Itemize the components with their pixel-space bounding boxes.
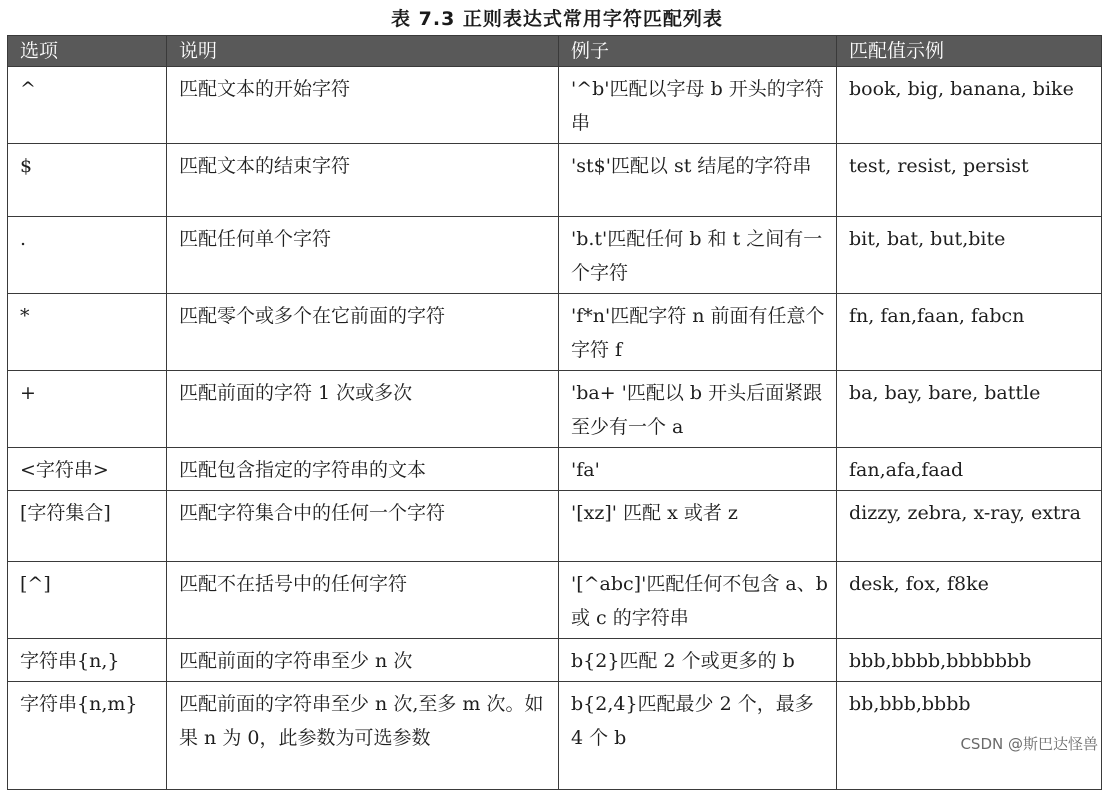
option-cell: 字符串{n,} bbox=[8, 639, 167, 682]
option-cell: [^] bbox=[8, 562, 167, 639]
match-cell: fn, fan,faan, fabcn bbox=[837, 294, 1102, 371]
table-row bbox=[8, 682, 1102, 790]
table-row bbox=[8, 144, 1102, 217]
description-cell: 匹配零个或多个在它前面的字符 bbox=[167, 294, 559, 371]
regex-reference-table bbox=[7, 35, 1102, 790]
option-cell: 字符串{n,m} bbox=[8, 682, 167, 790]
column-header-example: 例子 bbox=[559, 36, 837, 67]
table-row bbox=[8, 562, 1102, 639]
option-cell: ^ bbox=[8, 67, 167, 144]
match-cell: test, resist, persist bbox=[837, 144, 1102, 217]
column-header-option: 选项 bbox=[8, 36, 167, 67]
match-cell: fan,afa,faad bbox=[837, 448, 1102, 491]
match-cell: desk, fox, f8ke bbox=[837, 562, 1102, 639]
example-cell: 'fa' bbox=[559, 448, 837, 491]
option-cell: + bbox=[8, 371, 167, 448]
example-cell: b{2,4}匹配最少 2 个，最多 4 个 b bbox=[559, 682, 837, 790]
description-cell: 匹配文本的结束字符 bbox=[167, 144, 559, 217]
table-row bbox=[8, 217, 1102, 294]
description-cell: 匹配前面的字符串至少 n 次 bbox=[167, 639, 559, 682]
match-cell: bb,bbb,bbbb bbox=[837, 682, 1102, 790]
match-cell: bit, bat, but,bite bbox=[837, 217, 1102, 294]
table-row bbox=[8, 448, 1102, 491]
match-cell: book, big, banana, bike bbox=[837, 67, 1102, 144]
example-cell: 'f*n'匹配字符 n 前面有任意个字符 f bbox=[559, 294, 837, 371]
table-caption: 表 7.3 正则表达式常用字符匹配列表 bbox=[391, 8, 723, 30]
example-cell: b{2}匹配 2 个或更多的 b bbox=[559, 639, 837, 682]
description-cell: 匹配字符集合中的任何一个字符 bbox=[167, 491, 559, 562]
table-row bbox=[8, 294, 1102, 371]
description-cell: 匹配前面的字符串至少 n 次,至多 m 次。如果 n 为 0，此参数为可选参数 bbox=[167, 682, 559, 790]
option-cell: <字符串> bbox=[8, 448, 167, 491]
description-cell: 匹配任何单个字符 bbox=[167, 217, 559, 294]
table-row bbox=[8, 371, 1102, 448]
option-cell: $ bbox=[8, 144, 167, 217]
example-cell: 'st$'匹配以 st 结尾的字符串 bbox=[559, 144, 837, 217]
example-cell: 'b.t'匹配任何 b 和 t 之间有一个字符 bbox=[559, 217, 837, 294]
table-header-row bbox=[8, 36, 1102, 67]
option-cell: * bbox=[8, 294, 167, 371]
option-cell: . bbox=[8, 217, 167, 294]
description-cell: 匹配文本的开始字符 bbox=[167, 67, 559, 144]
column-header-description: 说明 bbox=[167, 36, 559, 67]
example-cell: '[^abc]'匹配任何不包含 a、b 或 c 的字符串 bbox=[559, 562, 837, 639]
example-cell: 'ba+ '匹配以 b 开头后面紧跟至少有一个 a bbox=[559, 371, 837, 448]
example-cell: '[xz]' 匹配 x 或者 z bbox=[559, 491, 837, 562]
table-row bbox=[8, 491, 1102, 562]
example-cell: '^b'匹配以字母 b 开头的字符串 bbox=[559, 67, 837, 144]
csdn-watermark: CSDN @斯巴达怪兽 bbox=[960, 735, 1098, 753]
description-cell: 匹配前面的字符 1 次或多次 bbox=[167, 371, 559, 448]
description-cell: 匹配不在括号中的任何字符 bbox=[167, 562, 559, 639]
table-row bbox=[8, 67, 1102, 144]
match-cell: dizzy, zebra, x-ray, extra bbox=[837, 491, 1102, 562]
match-cell: bbb,bbbb,bbbbbbb bbox=[837, 639, 1102, 682]
option-cell: [字符集合] bbox=[8, 491, 167, 562]
match-cell: ba, bay, bare, battle bbox=[837, 371, 1102, 448]
column-header-match-example: 匹配值示例 bbox=[837, 36, 1102, 67]
table-row bbox=[8, 639, 1102, 682]
description-cell: 匹配包含指定的字符串的文本 bbox=[167, 448, 559, 491]
